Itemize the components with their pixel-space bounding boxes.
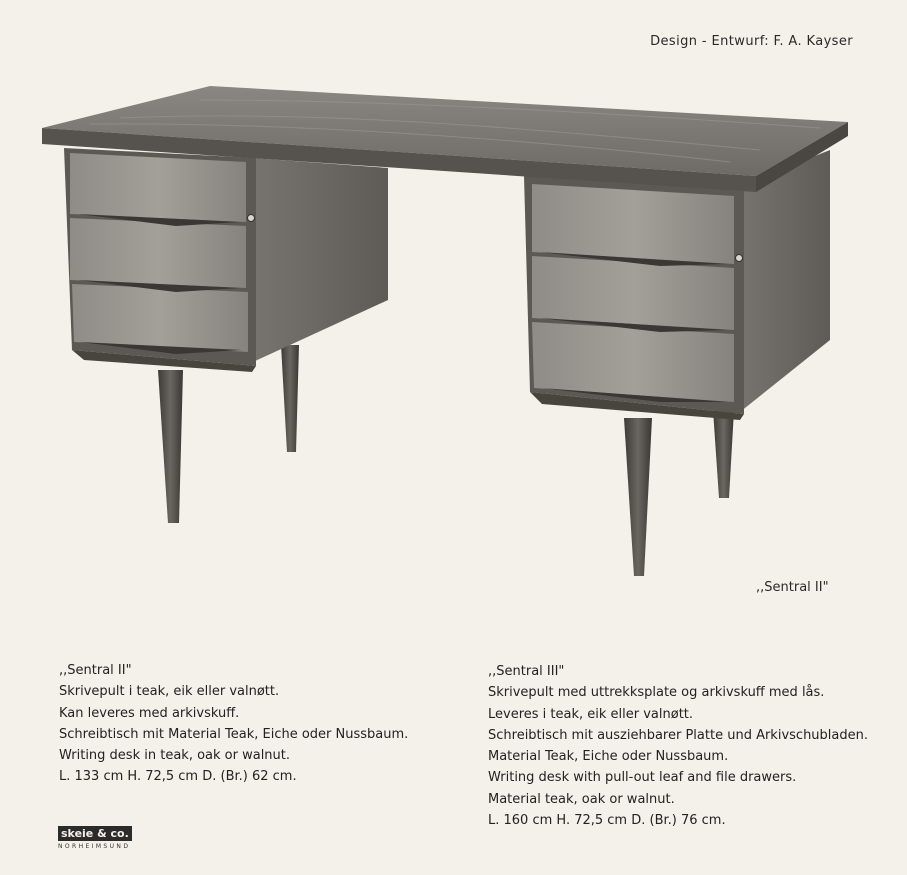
drawer <box>532 184 734 264</box>
product-name: ,,Sentral III" <box>488 664 565 679</box>
desk-leg <box>713 410 734 498</box>
description-line: Skrivepult med uttrekksplate og arkivskuff med lås. <box>488 685 825 701</box>
description-line: Kan leveres med arkivskuff. <box>59 705 240 721</box>
description-line: Material Teak, Eiche oder Nussbaum. <box>488 749 729 765</box>
design-credit: Design - Entwurf: F. A. Kayser <box>650 34 853 49</box>
product-description-sentral-iii <box>488 661 868 831</box>
description-line: Schreibtisch mit ausziehbarer Platte und Arkivschubladen. <box>488 727 868 743</box>
description-line: Writing desk in teak, oak or walnut. <box>59 748 291 764</box>
desk-leg <box>281 345 299 452</box>
product-description-sentral-ii <box>59 660 408 788</box>
dimensions-line: L. 160 cm H. 72,5 cm D. (Br.) 76 cm. <box>488 813 726 829</box>
drawer <box>70 153 246 222</box>
lock-icon <box>736 255 743 262</box>
description-line: Leveres i teak, eik eller valnøtt. <box>488 706 694 722</box>
drawer <box>72 284 248 352</box>
product-name: ,,Sentral II" <box>59 663 132 678</box>
illustration-caption: ,,Sentral II" <box>756 580 829 595</box>
drawer <box>70 218 246 288</box>
desk-leg <box>158 370 183 523</box>
description-line: Skrivepult i teak, eik eller valnøtt. <box>59 684 280 700</box>
logo-place: NORHEIMSUND <box>58 843 131 850</box>
left-pedestal-side <box>253 158 388 362</box>
description-line: Material teak, oak or walnut. <box>488 791 675 807</box>
dimensions-line: L. 133 cm H. 72,5 cm D. (Br.) 62 cm. <box>59 769 297 785</box>
drawer <box>532 256 734 330</box>
lock-icon <box>248 215 255 222</box>
logo-name: skeie & co. <box>58 826 132 841</box>
description-line: Schreibtisch mit Material Teak, Eiche oder Nussbaum. <box>59 726 409 742</box>
description-line: Writing desk with pull-out leaf and file drawers. <box>488 770 797 786</box>
desk-leg <box>624 418 652 576</box>
skeie-logo <box>58 826 150 850</box>
